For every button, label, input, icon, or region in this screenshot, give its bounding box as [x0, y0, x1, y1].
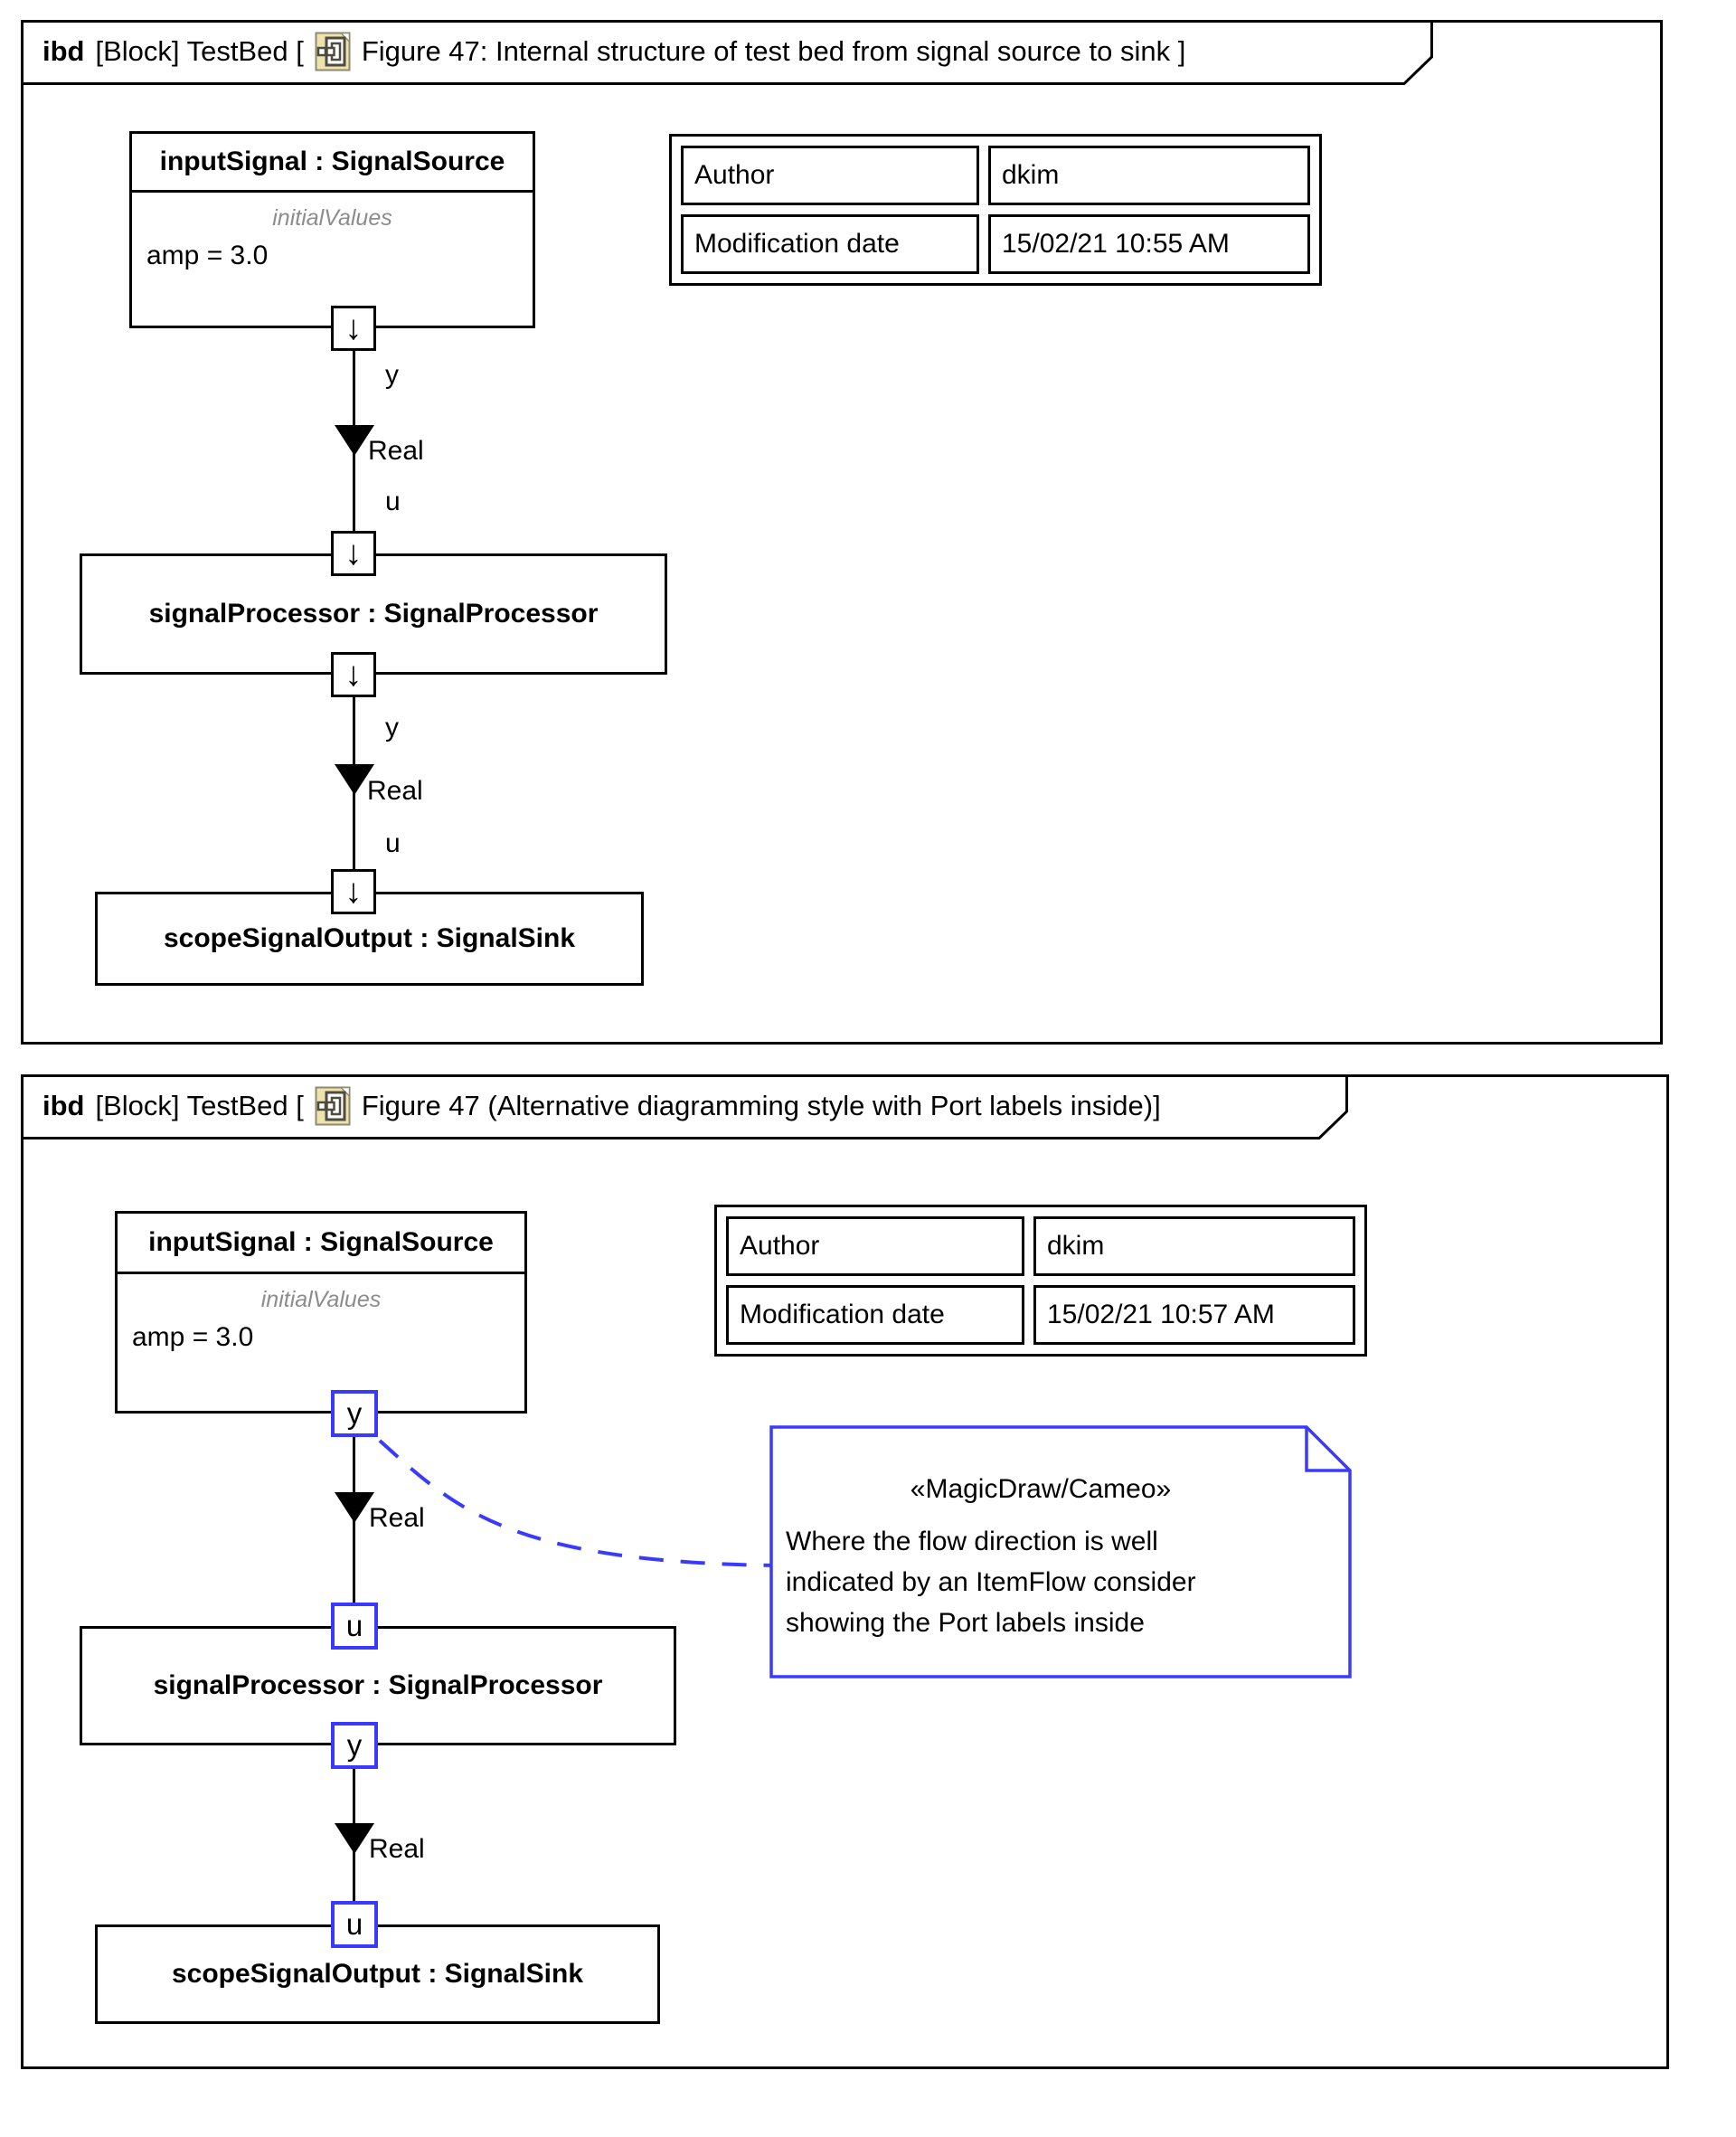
frame-2-title [21, 1074, 1161, 1138]
port-label-y: y [385, 713, 399, 742]
frame-1-title [21, 20, 1185, 83]
port-in-signal-processor-1 [331, 531, 376, 576]
initial-values-label: initialValues [272, 205, 392, 231]
port-y-input-signal-2 [331, 1390, 378, 1437]
frame-figure-label: Figure 47 (Alternative diagramming style with Port labels inside)] [361, 1090, 1161, 1121]
port-inside-label: y [346, 1396, 363, 1430]
down-arrow-icon: ↓ [344, 873, 363, 911]
block-header: inputSignal : SignalSource [132, 134, 533, 193]
table-cell-label: Modification date [726, 1285, 1024, 1345]
table-cell-label: Modification date [681, 214, 979, 274]
table-cell-label: Author [726, 1216, 1024, 1276]
block-signal-processor-2 [80, 1626, 676, 1745]
note-line: Where the flow direction is well [786, 1527, 1158, 1556]
amp-value: amp = 3.0 [146, 241, 269, 270]
block-header: scopeSignalOutput : SignalSink [171, 1959, 584, 1989]
initial-values-label: initialValues [260, 1287, 382, 1312]
port-out-input-signal-1 [331, 306, 376, 351]
table-cell-value: dkim [1033, 1216, 1355, 1276]
item-flow-type: Real [367, 776, 423, 806]
port-inside-label: y [346, 1728, 363, 1762]
note-stereotype: «MagicDraw/Cameo» [910, 1474, 1172, 1504]
table-cell-value: dkim [988, 146, 1310, 205]
port-label-u: u [385, 828, 401, 858]
frame-figure-label: Figure 47: Internal structure of test bed from signal source to sink ] [361, 35, 1186, 67]
ibd-keyword: ibd [42, 1090, 85, 1121]
item-flow-arrowhead [335, 764, 374, 795]
port-label-y: y [385, 360, 399, 390]
block-header: signalProcessor : SignalProcessor [153, 1670, 603, 1700]
frame-context-label: [Block] TestBed [ [95, 1090, 304, 1121]
port-u-signal-processor-2 [331, 1603, 378, 1650]
item-flow-arrowhead [335, 1823, 374, 1854]
down-arrow-icon: ↓ [344, 309, 363, 347]
ibd-diagram-icon [315, 31, 351, 72]
diagram-properties-table-2 [714, 1205, 1367, 1357]
table-cell-value: 15/02/21 10:57 AM [1033, 1285, 1355, 1345]
note-anchor-line [339, 1406, 791, 1596]
down-arrow-icon: ↓ [344, 656, 363, 694]
port-in-signal-sink-1 [331, 869, 376, 914]
block-input-signal-1 [129, 131, 535, 328]
item-flow-type: Real [369, 1503, 425, 1533]
down-arrow-icon: ↓ [344, 534, 363, 572]
note-line: indicated by an ItemFlow consider [786, 1567, 1196, 1597]
block-input-signal-2 [115, 1211, 527, 1414]
port-u-signal-sink-2 [331, 1901, 378, 1948]
block-header: scopeSignalOutput : SignalSink [163, 923, 576, 953]
port-inside-label: u [345, 1609, 363, 1642]
item-flow-type: Real [369, 1834, 425, 1864]
port-inside-label: u [345, 1907, 363, 1941]
amp-value: amp = 3.0 [132, 1322, 254, 1352]
note-line: showing the Port labels inside [786, 1608, 1145, 1638]
port-out-signal-processor-1 [331, 652, 376, 697]
port-label-u: u [385, 487, 401, 516]
item-flow-type: Real [368, 436, 424, 466]
ibd-keyword: ibd [42, 35, 85, 67]
port-y-signal-processor-2 [331, 1722, 378, 1769]
table-cell-label: Author [681, 146, 979, 205]
block-header: inputSignal : SignalSource [118, 1214, 524, 1274]
item-flow-arrowhead [335, 425, 374, 456]
frame-context-label: [Block] TestBed [ [95, 35, 304, 67]
table-cell-value: 15/02/21 10:55 AM [988, 214, 1310, 274]
diagram-properties-table-1 [669, 134, 1322, 286]
ibd-diagram-icon [315, 1085, 351, 1127]
block-header: signalProcessor : SignalProcessor [148, 599, 599, 629]
